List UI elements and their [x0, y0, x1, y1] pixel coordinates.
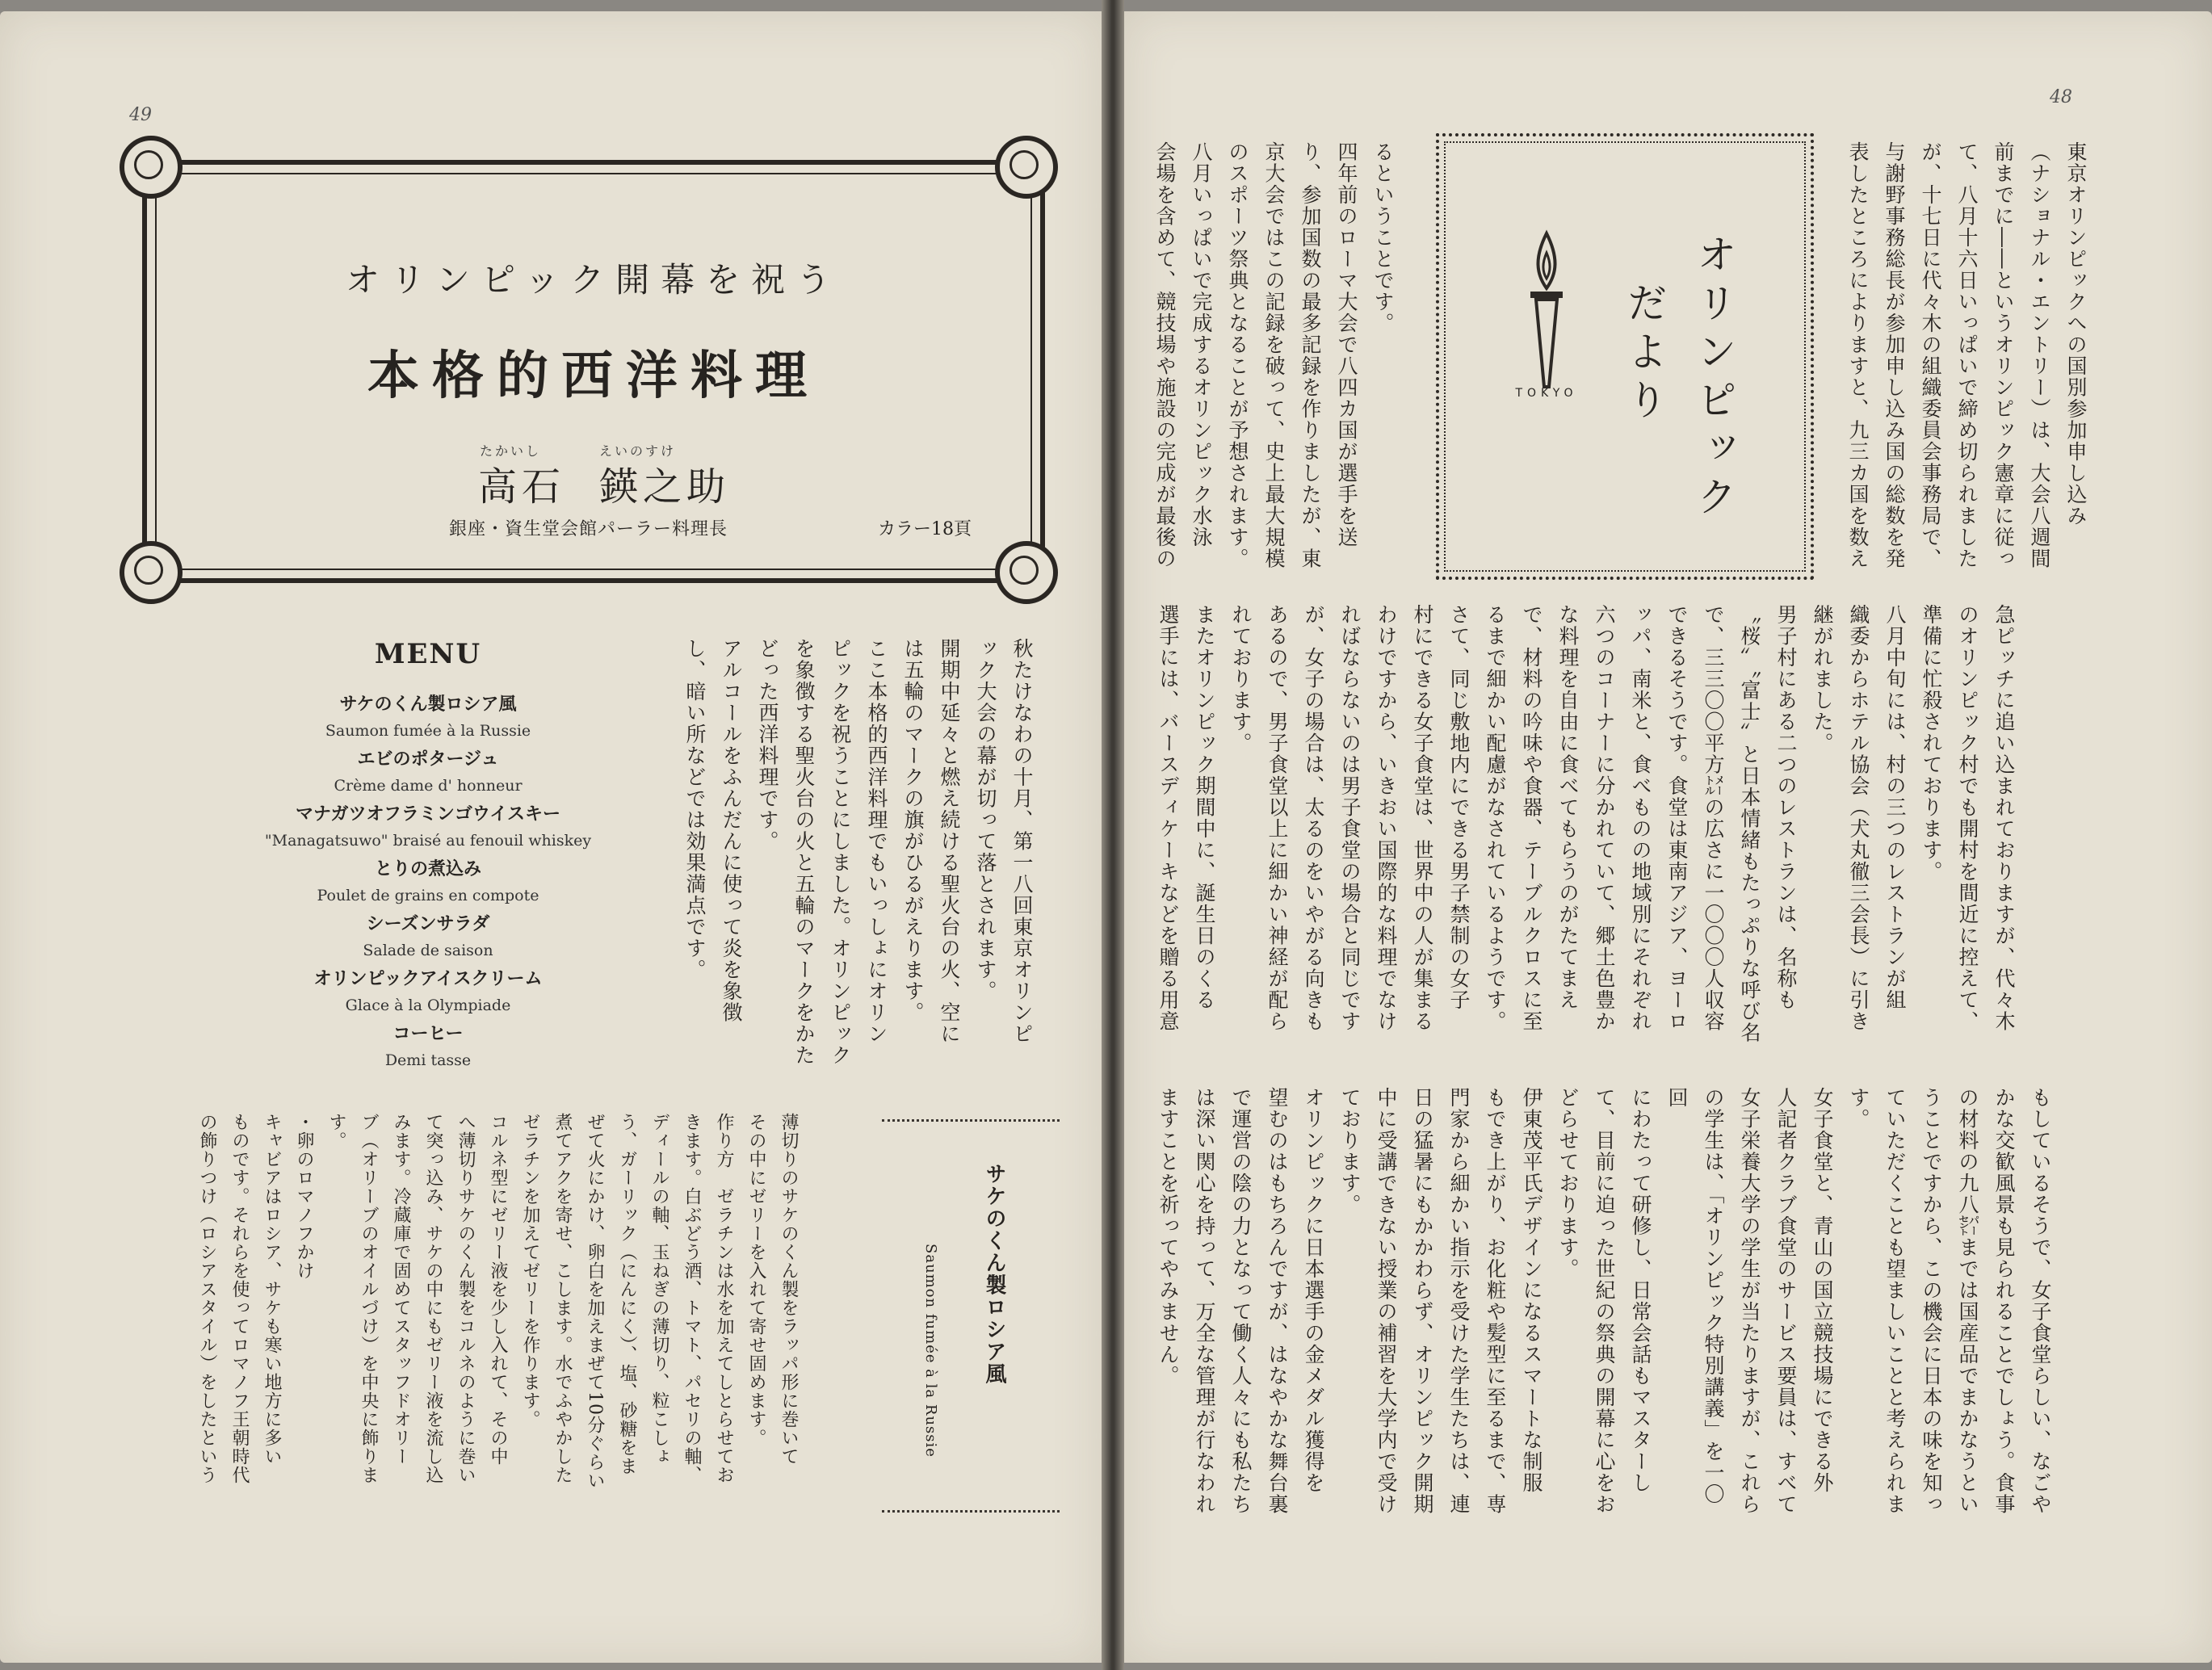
- menu-item-jp: シーズンサラダ: [366, 914, 490, 934]
- menu-item-jp: サケのくん製ロシア風: [339, 694, 517, 715]
- menu-list: [234, 638, 622, 1076]
- recipe-title-french: Saumon fumée à la Russie: [922, 1244, 939, 1458]
- author-ruby-given: えいのすけ: [599, 443, 677, 459]
- author-family-name: 高石: [478, 464, 566, 510]
- frame-corner-ornament: [120, 541, 183, 604]
- menu-item-jp: マナガツオフラミンゴウイスキー: [295, 804, 561, 825]
- menu-item-fr: Demi tasse: [384, 1051, 472, 1069]
- article-lower-text: もしているそうで、女子食堂らしい、なごや かな交歓風景も見られることでしょう。食事 の材料の九八㌫までは国産品でまかなうとい うことですから、この機会に日本の味を知っ ていただくことも望ましいことと考えられま す。 女子食堂と、青山の国立競技場にできる外 人記者クラブ食堂のサービス要員は、すべて 女子栄養大学の学生が当たりますが、これら の学生は、「オリンピック特別講義」を一〇回 にわたって研修し、日常会話もマスターし て、目前に迫った世紀の祭典の開幕に心をお どらせております。 伊東茂平氏デザインになるスマートな制服 もでき上がり、お化粧や髪型に至るまで、専 門家から細かい指示を受けた学生たちは、連 日の猛暑にもかかわらず、オリンピック開期 中に受講できない授業の補習を大学内で受け ております。 オリンピックに日本選手の金メダル獲得を 望むのはもちろんですが、はなやかな舞台裏 で運営の陰の力となって働く人々にも私たち は深い関心を持って、万全な管理が行なわれ ますことを祈ってやみません。: [1156, 1087, 2052, 1515]
- article-subtitle: オリンピック開幕を祝う: [345, 260, 842, 300]
- book-gutter: [1102, 0, 1124, 1670]
- author-affiliation: 銀座・資生堂会館パーラー料理長: [449, 519, 728, 539]
- page-number-right: 48: [2050, 87, 2072, 107]
- color-page-reference: カラー18頁: [878, 519, 972, 539]
- article-upper-text-continued: るということです。 四年前のローマ大会で八四カ国が選手を送 り、参加国数の最多記録を作りましたが、東 京大会ではこの記録を破って、史上最大規模 のスポーツ祭典となることが予想されます。 八月いっぱいで完成するオリンピック水泳 会場を含めて、競技場や施設の完成が最後の: [1153, 141, 1395, 569]
- torch-icon: [1518, 225, 1575, 395]
- recipe-title: サケのくん製ロシア風: [982, 1163, 1006, 1385]
- title-frame: [142, 160, 1045, 583]
- menu-item-fr: Salade de saison: [363, 942, 493, 959]
- author-given-name: 鍈之助: [599, 464, 731, 510]
- article-upper-text: 東京オリンピックへの国別参加申し込み （ナショナル・エントリー）は、大会八週間 前までに――というオリンピック憲章に従っ て、八月十六日いっぱいで締め切られました が、十七日に代々木の組織委員会事務局で、 与謝野事務総長が参加申し込み国の総数を発 表したところによりますと、九三カ国を数え: [1846, 141, 2088, 569]
- menu-item-fr: Crème dame d' honneur: [334, 777, 523, 795]
- olympic-news-box: [1436, 133, 1814, 580]
- author-ruby-family: たかいし: [480, 443, 542, 459]
- menu-item-fr: Saumon fumée à la Russie: [325, 722, 531, 740]
- recipe-title-rule-bottom: [882, 1510, 1060, 1513]
- frame-corner-ornament: [995, 136, 1058, 199]
- frame-corner-ornament: [995, 541, 1058, 604]
- menu-heading: MENU: [374, 638, 482, 670]
- menu-item-fr: "Managatsuwo" braisé au fenouil whiskey: [264, 832, 592, 850]
- news-box-title-2: だより: [1621, 282, 1668, 427]
- intro-text: 秋たけなわの十月、第一八回東京オリンピ ック大会の幕が切って落とされます。 開期中延々と燃え続ける聖火台の火、空に は五輪のマークの旗がひるがえります。 ここ本格的西洋料理でもいっしょにオリン ピックを祝うことにしました。オリンピック を象徴する聖火台の火と五輪のマークをかた どった西洋料理です。 アルコールをふんだんに使って炎を象徴 し、暗い所などでは効果満点です。: [683, 638, 1034, 1066]
- recipe-title-rule-top: [882, 1119, 1060, 1122]
- news-box-title-1: オリンピック: [1690, 233, 1737, 524]
- menu-item-jp: とりの煮込み: [374, 859, 481, 879]
- menu-item-jp: エビのポタージュ: [357, 749, 499, 770]
- article-middle-text: 急ピッチに追い込まれておりますが、代々木 のオリンピック村でも開村を間近に控えて、 準備に忙殺されております。 八月中旬には、村の三つのレストランが組 織委からホテル協会（犬丸徹三会長）に引き 継がれました。 男子村にある二つのレストランは、名称も 〝桜〟〝富士〟と日本情緒もたっぷりな呼び名 で、三三〇〇平方㍍の広さに一〇〇〇人収容 できるそうです。食堂は東南アジア、ヨーロ ッパ、南米と、食べものの地域別にそれぞれ 六つのコーナーに分かれていて、郷土色豊か な料理を自由に食べてもらうのがたてまえ で、材料の吟味や食器、テーブルクロスに至 るまで細かい配慮がなされているようです。 さて、同じ敷地内にできる男子禁制の女子 村にできる女子食堂は、世界中の人が集まる わけですから、いきおい国際的な料理でなけ ればならないのは男子食堂の場合と同じです が、女子の場合は、太るのをいやがる向きも あるので、男子食堂以上に細かい神経が配ら れております。 またオリンピック期間中に、誕生日のくる 選手には、バースディケーキなどを贈る用意: [1156, 604, 2016, 1043]
- menu-item-fr: Poulet de grains en compote: [317, 887, 539, 904]
- torch-label: TOKYO: [1515, 387, 1578, 400]
- page-number-left: 49: [129, 105, 152, 125]
- menu-item-jp: オリンピックアイスクリーム: [313, 969, 543, 989]
- menu-item-fr: Glace à la Olympiade: [345, 997, 511, 1014]
- menu-item-jp: コーヒー: [392, 1024, 464, 1044]
- frame-corner-ornament: [120, 136, 183, 199]
- recipe-text: 薄切りのサケのくん製をラッパ形に巻いて その中にゼリーを入れて寄せ固めます。 作り方 ゼラチンは水を加えてしとらせてお きます。白ぶどう酒、トマト、パセリの軸、 ディールの軸、玉ねぎの薄切り、粒こしょ う、ガーリック（にんにく）、塩、砂糖をま ぜて火にかけ、卵白を加えまぜて10分ぐらい 煮てアクを寄せ、こします。水でふやかした ゼラチンを加えてゼリーを作ります。 コルネ型にゼリー液を少し入れて、その中 へ薄切りサケのくん製をコルネのように巻い て突っ込み、サケの中にもゼリー液を流し込 みます。冷蔵庫で固めてスタッフドオリー ブ（オリーブのオイルづけ）を中央に飾りま す。 ・卵のロマノフかけ キャビアはロシア、サケも寒い地方に多い ものです。それらを使ってロマノフ王朝時代 の飾りつけ（ロシアスタイル）をしたという: [197, 1113, 799, 1490]
- article-title: 本格的西洋料理: [367, 346, 820, 406]
